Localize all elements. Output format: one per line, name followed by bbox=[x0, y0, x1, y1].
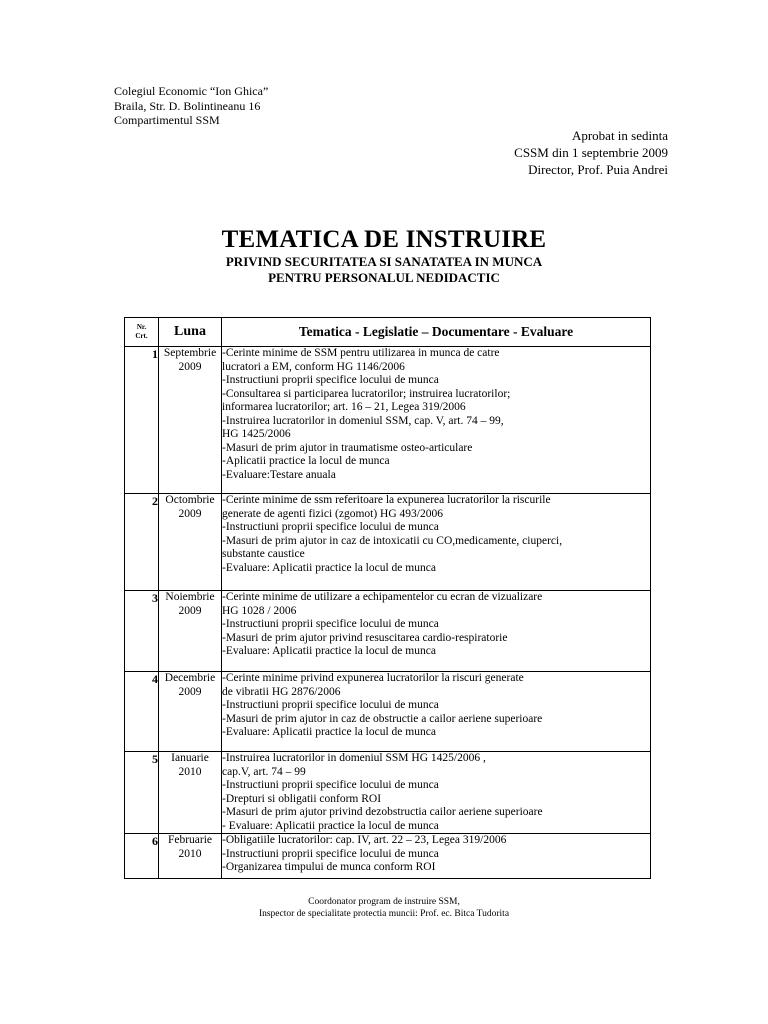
row-topics bbox=[222, 672, 651, 752]
topic-line: -Cerinte minime privind expunerea lucratorilor la riscuri generate bbox=[222, 672, 524, 684]
topic-line: -Instructiuni proprii specifice locului de munca bbox=[222, 699, 439, 711]
institution-department: Compartimentul SSM bbox=[114, 113, 220, 127]
document-subtitle: PRIVIND SECURITATEA SI SANATATEA IN MUNCA bbox=[225, 254, 543, 269]
table-row bbox=[125, 834, 651, 879]
month-name: Noiembrie bbox=[165, 591, 215, 603]
topic-line: -Instructiuni proprii specifice locului de munca bbox=[222, 374, 439, 386]
row-number: 1 bbox=[125, 347, 159, 494]
topic-line: -Cerinte minime de ssm referitoare la expunerea lucratorilor la riscurile bbox=[222, 494, 551, 506]
topic-line: de vibratii HG 2876/2006 bbox=[222, 685, 341, 698]
table-row bbox=[125, 347, 651, 494]
row-month bbox=[159, 672, 222, 752]
topic-line: -Cerinte minime de utilizare a echipamentelor cu ecran de vizualizare bbox=[222, 591, 543, 603]
approval-line: Aprobat in sedinta bbox=[571, 128, 668, 143]
topic-line: -Evaluare:Testare anuala bbox=[222, 468, 336, 481]
month-year: 2009 bbox=[178, 604, 202, 617]
topic-line: lucratori a EM, conform HG 1146/2006 bbox=[222, 360, 405, 373]
row-number: 5 bbox=[125, 752, 159, 834]
month-year: 2010 bbox=[178, 765, 202, 778]
table-body bbox=[125, 347, 651, 879]
topic-line: generate de agenti fizici (zgomot) HG 493/2006 bbox=[222, 507, 443, 520]
row-month bbox=[159, 494, 222, 591]
month-name: Decembrie bbox=[164, 672, 216, 684]
table-header-row bbox=[125, 318, 651, 347]
institution-header bbox=[114, 84, 268, 128]
topic-line: -Obligatiile lucratorilor: cap. IV, art. 22 – 23, Legea 319/2006 bbox=[222, 834, 507, 846]
column-header-nr bbox=[125, 318, 159, 347]
approval-line: CSSM din 1 septembrie 2009 bbox=[514, 145, 668, 160]
approval-line: Director, Prof. Puia Andrei bbox=[528, 162, 668, 177]
topic-line: HG 1425/2006 bbox=[222, 428, 291, 440]
training-plan-table bbox=[124, 317, 651, 879]
month-name: Octombrie bbox=[165, 494, 215, 506]
row-topics bbox=[222, 591, 651, 672]
topic-line: -Masuri de prim ajutor privind resuscitarea cardio-respiratorie bbox=[222, 631, 508, 644]
row-topics bbox=[222, 347, 651, 494]
topic-line: -Organizarea timpului de munca conform ROI bbox=[222, 861, 436, 873]
row-topics bbox=[222, 494, 651, 591]
document-title: TEMATICA DE INSTRUIRE bbox=[221, 226, 547, 253]
topic-line: -Drepturi si obligatii conform ROI bbox=[222, 792, 382, 805]
topic-line: - Evaluare: Aplicatii practice la locul de munca bbox=[222, 819, 439, 832]
approval-block bbox=[514, 127, 668, 178]
footer-coordinator: Coordonator program de instruire SSM, bbox=[308, 897, 460, 907]
topic-line: -Cerinte minime de SSM pentru utilizarea in munca de catre bbox=[222, 347, 500, 359]
month-name: Februarie bbox=[167, 834, 213, 846]
column-header-tematica: Tematica - Legislatie – Documentare - Evaluare bbox=[222, 318, 651, 347]
column-header-nr-line2: Crt. bbox=[135, 332, 148, 340]
topic-line: -Instruirea lucratorilor in domeniul SSM HG 1425/2006 , bbox=[222, 752, 486, 764]
row-topics bbox=[222, 752, 651, 834]
row-number: 6 bbox=[125, 834, 159, 879]
topic-line: -Evaluare: Aplicatii practice la locul de munca bbox=[222, 561, 436, 574]
month-year: 2010 bbox=[178, 847, 202, 860]
topic-line: -Instructiuni proprii specifice locului de munca bbox=[222, 618, 439, 630]
topic-line: -Masuri de prim ajutor in caz de obstructie a cailor aeriene superioare bbox=[222, 712, 543, 725]
month-name: Ianuarie bbox=[171, 752, 209, 764]
topic-line: -Masuri de prim ajutor in caz de intoxicatii cu CO,medicamente, ciuperci, bbox=[222, 534, 563, 547]
topic-line: -Aplicatii practice la locul de munca bbox=[222, 455, 390, 467]
topic-line: -Instructiuni proprii specifice locului de munca bbox=[222, 521, 439, 533]
table-row bbox=[125, 672, 651, 752]
row-month bbox=[159, 591, 222, 672]
row-month bbox=[159, 752, 222, 834]
row-topics bbox=[222, 834, 651, 879]
topic-line: -Masuri de prim ajutor in traumatisme osteo-articulare bbox=[222, 441, 473, 454]
column-header-luna: Luna bbox=[159, 318, 222, 347]
institution-name: Colegiul Economic “Ion Ghica” bbox=[114, 84, 269, 98]
footer-inspector: Inspector de specialitate protectia muncii: Prof. ec. Bitca Tudorita bbox=[258, 909, 510, 919]
table-row bbox=[125, 494, 651, 591]
month-year: 2009 bbox=[178, 360, 202, 373]
row-number: 4 bbox=[125, 672, 159, 752]
topic-line: -Evaluare: Aplicatii practice la locul de munca bbox=[222, 645, 436, 657]
topic-line: cap.V, art. 74 – 99 bbox=[222, 765, 306, 778]
topic-line: -Masuri de prim ajutor privind dezobstructia cailor aeriene superioare bbox=[222, 806, 543, 818]
table-row bbox=[125, 591, 651, 672]
topic-line: informarea lucratorilor; art. 16 – 21, Legea 319/2006 bbox=[222, 401, 466, 413]
table-row bbox=[125, 752, 651, 834]
row-month bbox=[159, 834, 222, 879]
month-name: Septembrie bbox=[163, 347, 217, 359]
column-header-nr-line1: Nr. bbox=[136, 323, 147, 331]
row-number: 3 bbox=[125, 591, 159, 672]
row-month bbox=[159, 347, 222, 494]
topic-line: -Consultarea si participarea lucratorilor; instruirea lucratorilor; bbox=[222, 387, 511, 400]
topic-line: HG 1028 / 2006 bbox=[222, 604, 297, 617]
topic-line: substante caustice bbox=[222, 548, 305, 560]
document-subtitle: PENTRU PERSONALUL NEDIDACTIC bbox=[268, 270, 500, 285]
month-year: 2009 bbox=[178, 685, 202, 698]
topic-line: -Instruirea lucratorilor in domeniul SSM, cap. V, art. 74 – 99, bbox=[222, 414, 504, 427]
institution-address: Braila, Str. D. Bolintineanu 16 bbox=[114, 98, 261, 113]
row-number: 2 bbox=[125, 494, 159, 591]
topic-line: -Instructiuni proprii specifice locului de munca bbox=[222, 779, 439, 791]
month-year: 2009 bbox=[178, 507, 202, 520]
topic-line: -Evaluare: Aplicatii practice la locul de munca bbox=[222, 726, 436, 738]
topic-line: -Instructiuni proprii specifice locului de munca bbox=[222, 847, 439, 860]
